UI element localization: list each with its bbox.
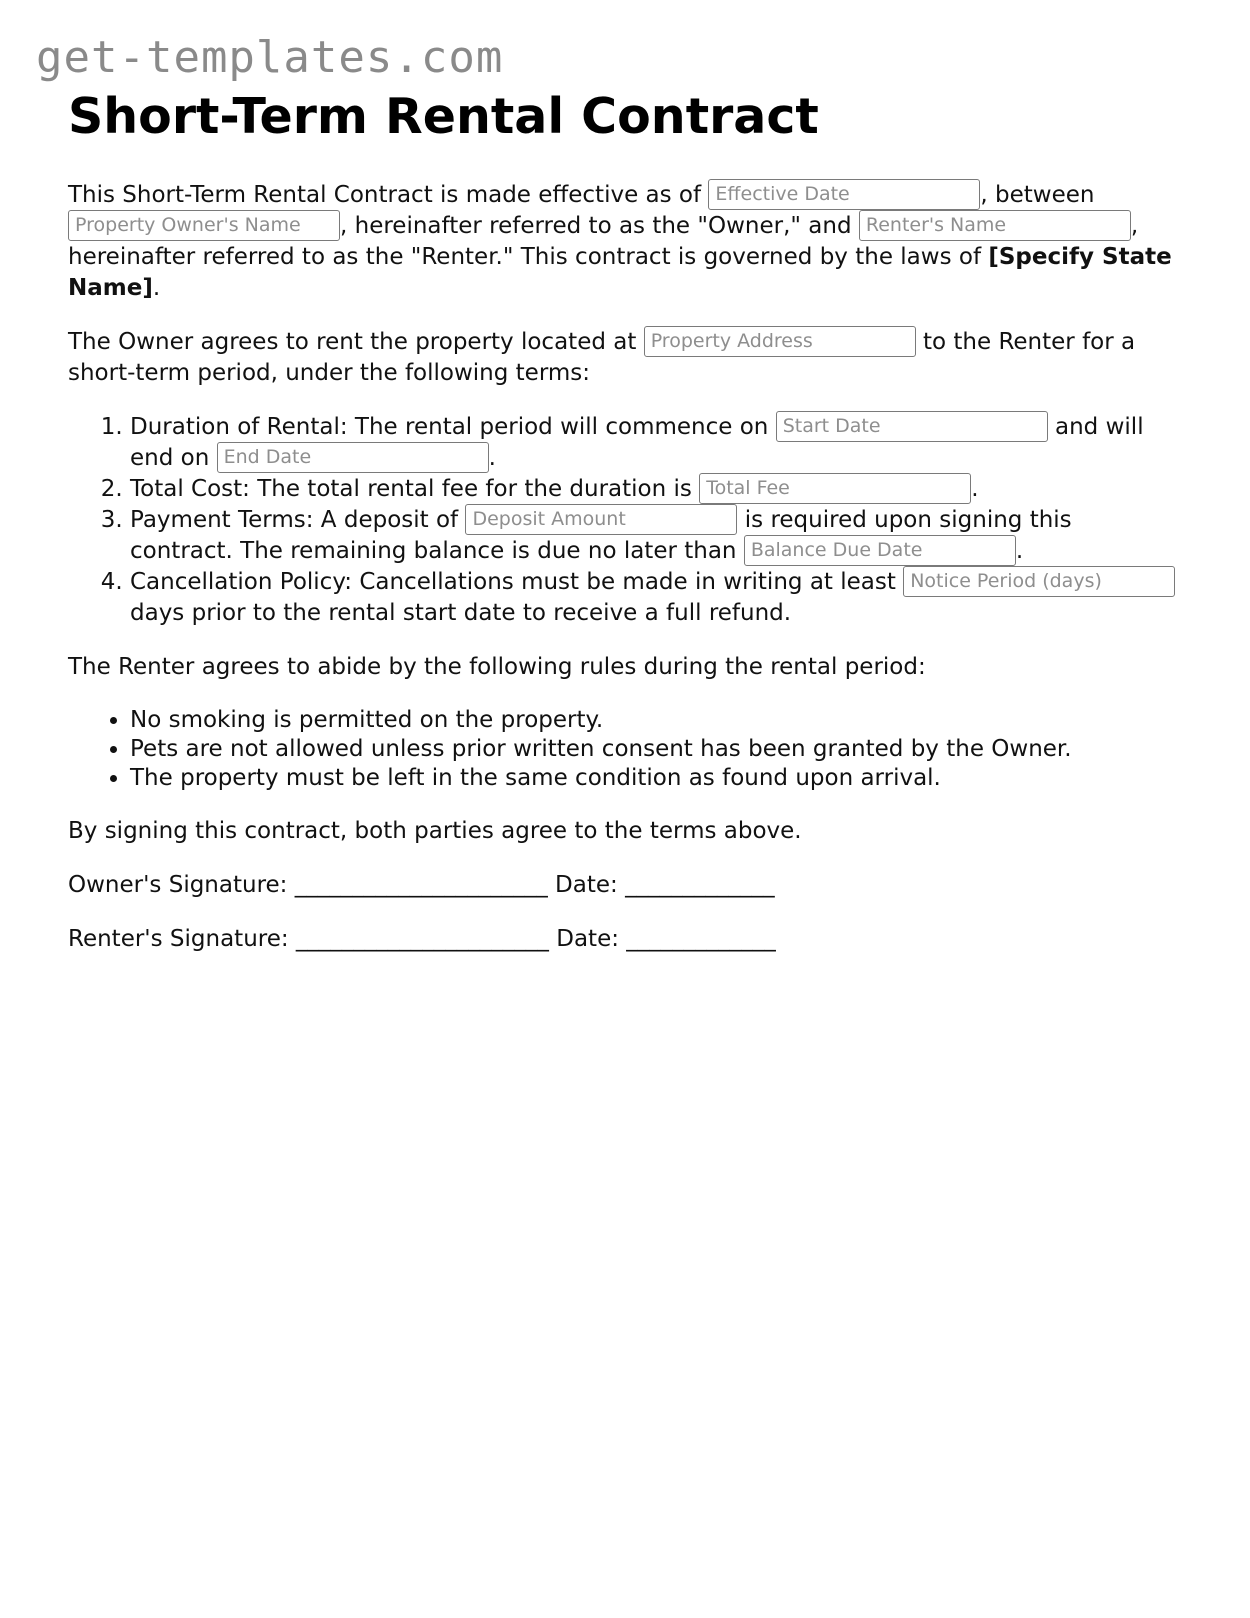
rule-item: • No smoking is permitted on the property.: [130, 706, 1178, 735]
terms-list: [68, 412, 1178, 629]
watermark: get-templates.com: [36, 32, 504, 83]
term-duration: 1. Duration of Rental: The rental period will commence on Start Date and will end on End Date .: [130, 412, 1178, 474]
rule-item: • Pets are not allowed unless prior written consent has been granted by the Owner.: [130, 735, 1178, 764]
effective-date-field[interactable]: [708, 179, 980, 210]
owner-signature-line: Owner's Signature: ______________________ Date: _____________: [68, 872, 775, 898]
renter-signature-line: Renter's Signature: ______________________ Date: _____________: [68, 926, 776, 952]
balance-due-date-field[interactable]: [744, 535, 1016, 566]
page-title: Short-Term Rental Contract: [68, 88, 819, 145]
start-date-field[interactable]: [776, 411, 1048, 442]
end-date-field[interactable]: [217, 442, 489, 473]
term-payment: 3. Payment Terms: A deposit of Deposit Amount is required upon signing this contract. The remaining balance is due no later than Balance Due Date .: [130, 505, 1178, 567]
property-paragraph: The Owner agrees to rent the property located at Property Address to the Renter for a short-term period, under the following terms:: [68, 327, 1178, 389]
term-total-cost: 2. Total Cost: The total rental fee for the duration is Total Fee .: [130, 474, 1178, 505]
contract-document: [68, 86, 1178, 978]
notice-period-field[interactable]: [903, 566, 1175, 597]
rules-list: [68, 706, 1178, 793]
total-fee-field[interactable]: [699, 473, 971, 504]
owner-name-field[interactable]: [68, 210, 340, 241]
term-cancellation: 4. Cancellation Policy: Cancellations must be made in writing at least Notice Period (days) days prior to the rental start date to receive a full refund.: [130, 567, 1178, 629]
rule-item: • The property must be left in the same condition as found upon arrival.: [130, 764, 1178, 793]
agreement-statement: By signing this contract, both parties agree to the terms above.: [68, 818, 802, 844]
intro-paragraph: This Short-Term Rental Contract is made effective as of Effective Date , between Property Owner's Name, hereinafter referred to as the "Owner," and Renter's Name , hereinafter referred to as the "Renter." This contract is governed by the laws of [Specify State Name].: [68, 180, 1178, 304]
property-address-field[interactable]: [644, 326, 916, 357]
state-name-placeholder: [Specify State Name]: [68, 244, 1172, 301]
rules-intro: The Renter agrees to abide by the following rules during the rental period:: [68, 654, 926, 680]
renter-name-field[interactable]: [859, 210, 1131, 241]
deposit-amount-field[interactable]: [465, 504, 737, 535]
